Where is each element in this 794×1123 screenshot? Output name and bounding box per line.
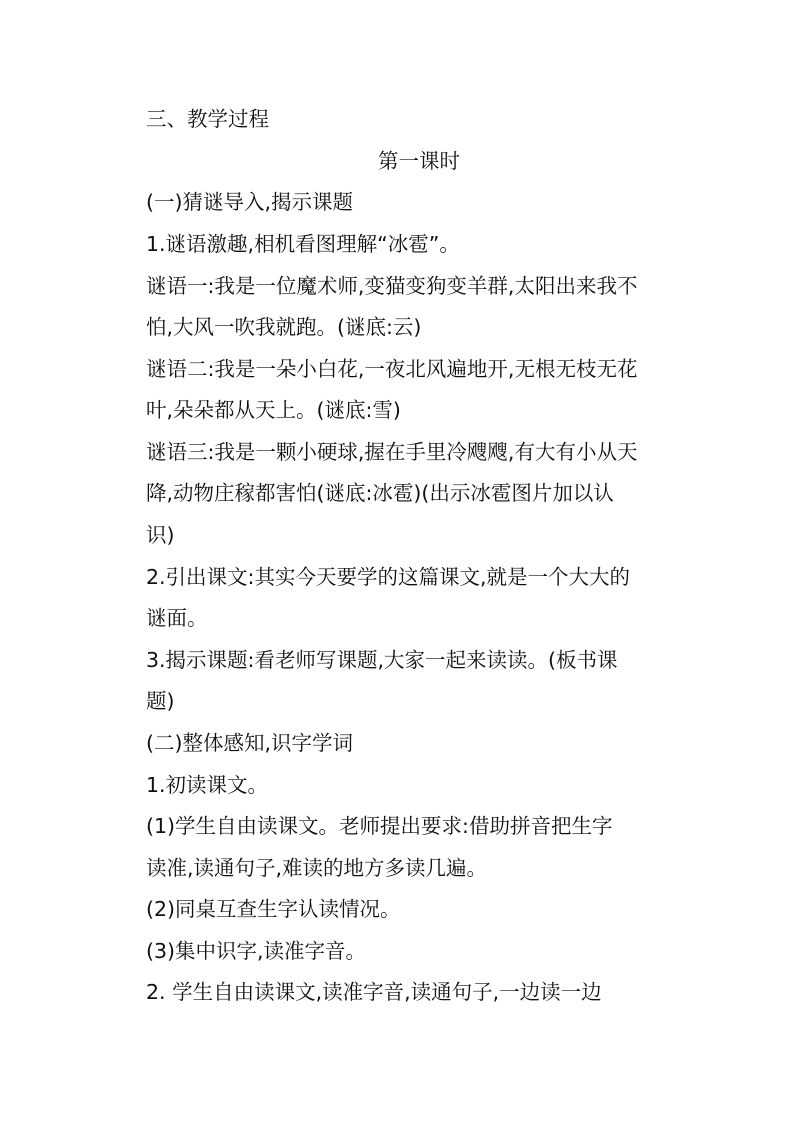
paragraph-line: (3)集中识字,读准字音。 — [146, 939, 367, 963]
paragraph-line: 3.揭示课题:看老师写课题,大家一起来读读。(板书课 — [146, 648, 618, 672]
paragraph-line: 2.引出课文:其实今天要学的这篇课文,就是一个大大的 — [146, 565, 630, 589]
paragraph-line: 叶,朵朵都从天上。(谜底:雪) — [146, 398, 401, 422]
paragraph-line: 1.谜语激趣,相机看图理解“冰雹”。 — [146, 232, 460, 256]
paragraph-line: (2)同桌互查生字认读情况。 — [146, 897, 401, 921]
paragraph-line: 谜语二:我是一朵小白花,一夜北风遍地开,无根无枝无花 — [146, 357, 638, 381]
paragraph-line: 题) — [146, 689, 175, 713]
paragraph-line: (1)学生自由读课文。老师提出要求:借助拼音把生字 — [146, 814, 613, 838]
subsection-heading: (一)猜谜导入,揭示课题 — [146, 190, 354, 214]
paragraph-line: 谜面。 — [146, 606, 208, 630]
paragraph-line: 降,动物庄稼都害怕(谜底:冰雹)(出示冰雹图片加以认 — [146, 481, 614, 505]
section-heading: 三、教学过程 — [146, 107, 269, 131]
lesson-title: 第一课时 — [378, 149, 460, 173]
paragraph-line: 谜语三:我是一颗小硬球,握在手里冷飕飕,有大有小从天 — [146, 440, 638, 464]
paragraph-line: 识) — [146, 523, 175, 547]
paragraph-line: 怕,大风一吹我就跑。(谜底:云) — [146, 315, 422, 339]
paragraph-line: 1.初读课文。 — [146, 773, 269, 797]
paragraph-line: 2. 学生自由读课文,读准字音,读通句子,一边读一边 — [146, 980, 602, 1004]
paragraph-line: 读准,读通句子,难读的地方多读几遍。 — [146, 856, 488, 880]
subsection-heading: (二)整体感知,识字学词 — [146, 731, 354, 755]
paragraph-line: 谜语一:我是一位魔术师,变猫变狗变羊群,太阳出来我不 — [146, 274, 638, 298]
